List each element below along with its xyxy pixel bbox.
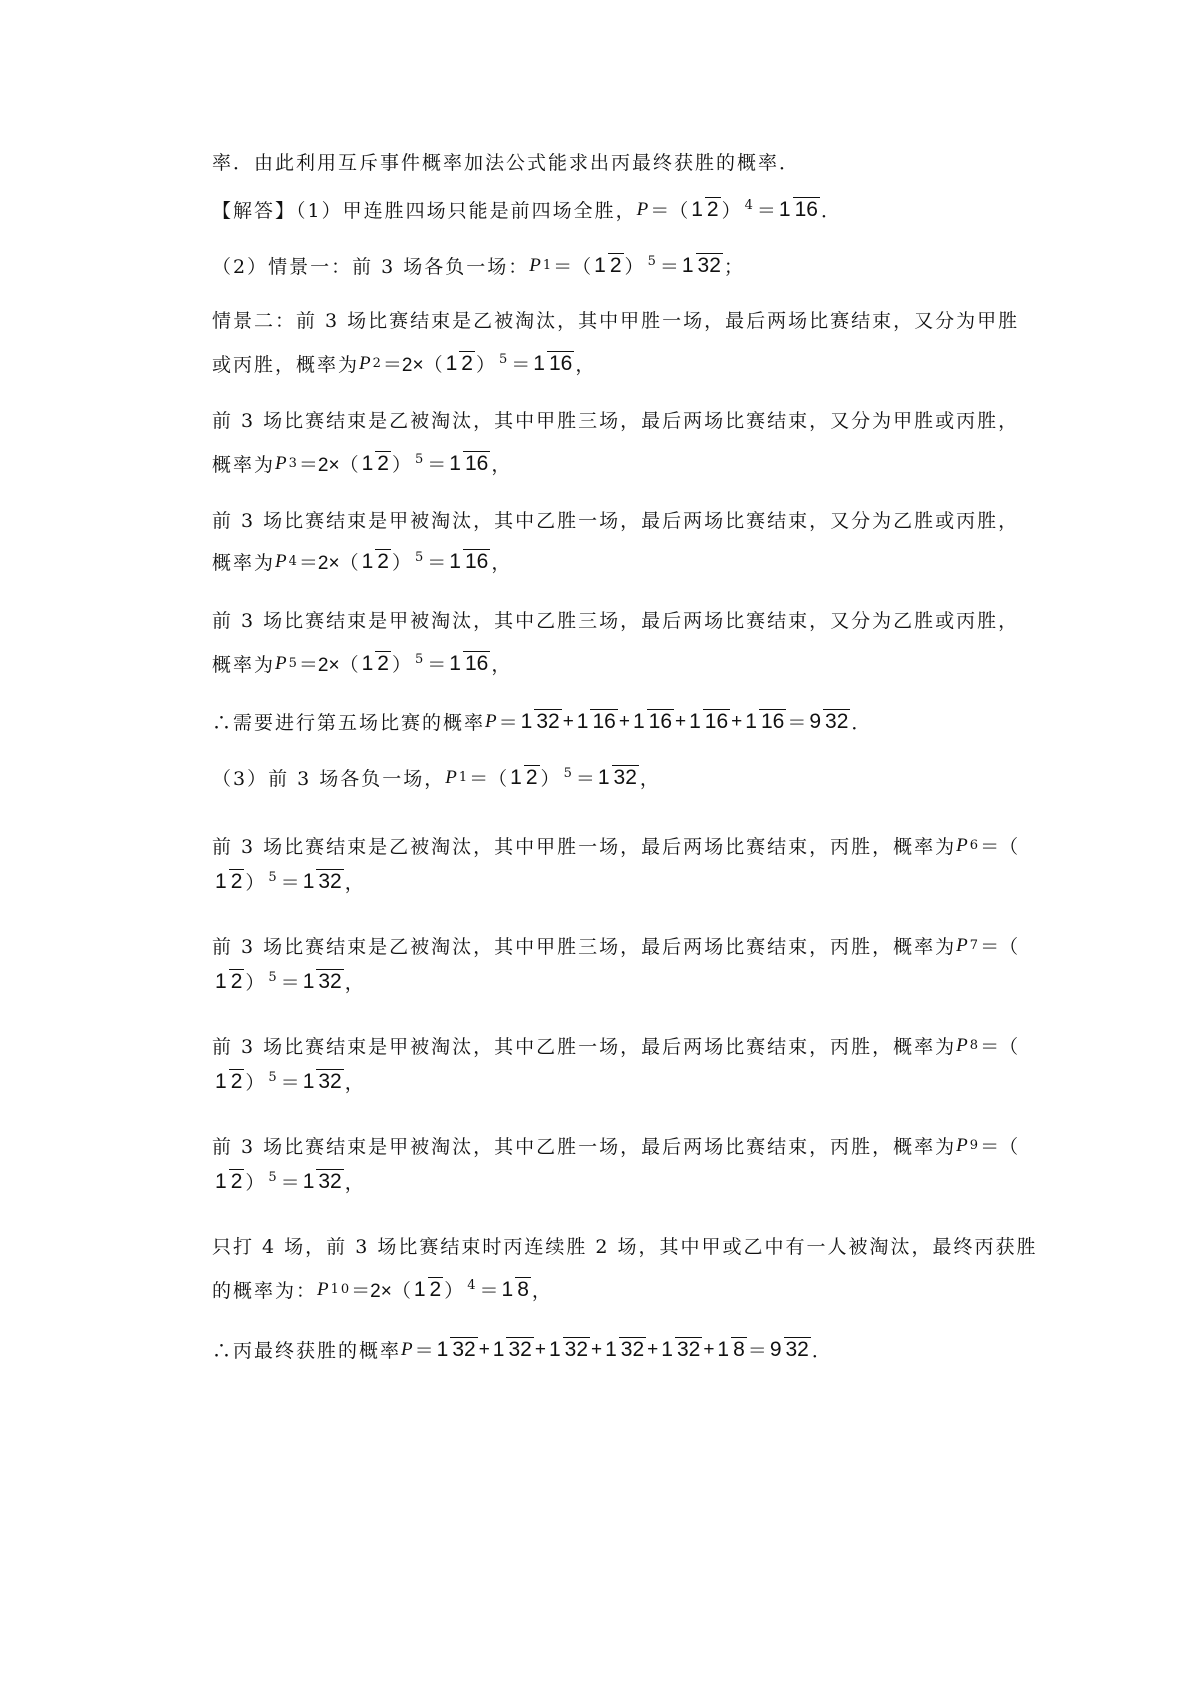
fraction: 1 32 [436, 1337, 476, 1361]
fraction: 1 32 [492, 1337, 532, 1361]
text-line: 情景二：前 3 场比赛结束是乙被淘汰，其中甲胜一场，最后两场比赛结束，又分为甲胜 [212, 310, 1020, 332]
text-line: 率．由此利用互斥事件概率加法公式能求出丙最终获胜的概率． [212, 152, 801, 174]
fraction: 1 2 [361, 549, 389, 573]
fraction: 1 32 [597, 765, 637, 789]
text-line: 前 3 场比赛结束是乙被淘汰，其中甲胜三场，最后两场比赛结束，又分为甲胜或丙胜， [212, 410, 1020, 432]
fraction: 1 16 [449, 451, 489, 475]
fraction: 1 2 [691, 197, 719, 221]
formula-line: 概率为 P 5 ＝2×（ 1 2 ） 5 ＝ 1 16 ， [212, 651, 513, 676]
text-line: 前 3 场比赛结束是甲被淘汰，其中乙胜一场，最后两场比赛结束，丙胜，概率为 P 8 ＝（ [212, 1034, 1019, 1058]
fraction: 1 2 [215, 1169, 243, 1193]
formula-line: 1 2 ） 5 ＝ 1 32 ， [215, 869, 366, 894]
sum-formula-line: ∴需要进行第五场比赛的概率 P ＝ 1 32 + 1 16 + 1 16 + 1 16 + 1 16 ＝ 9 32 ． [212, 709, 873, 734]
text-line: 前 3 场比赛结束是甲被淘汰，其中乙胜一场，最后两场比赛结束，又分为乙胜或丙胜， [212, 510, 1020, 532]
formula-line: 概率为 P 4 ＝2×（ 1 2 ） 5 ＝ 1 16 ， [212, 549, 513, 574]
fraction: 9 32 [769, 1337, 809, 1361]
fraction: 1 2 [215, 1069, 243, 1093]
fraction: 9 32 [809, 709, 849, 733]
formula-line: 1 2 ） 5 ＝ 1 32 ， [215, 969, 366, 994]
fraction: 1 32 [302, 1169, 342, 1193]
fraction: 1 2 [215, 969, 243, 993]
text-line: 前 3 场比赛结束是甲被淘汰，其中乙胜三场，最后两场比赛结束，又分为乙胜或丙胜， [212, 610, 1020, 632]
solution-part2-line: （2）情景一：前 3 场各负一场： P 1 ＝（ 1 2 ） 5 ＝ 1 32 ； [212, 253, 745, 278]
fraction: 1 16 [778, 197, 818, 221]
fraction: 1 16 [745, 709, 785, 733]
text-line: 前 3 场比赛结束是乙被淘汰，其中甲胜一场，最后两场比赛结束，丙胜，概率为 P 6 ＝（ [212, 834, 1019, 858]
fraction: 1 16 [449, 549, 489, 573]
fraction: 1 32 [661, 1337, 701, 1361]
fraction: 1 2 [445, 351, 473, 375]
fraction: 1 16 [689, 709, 729, 733]
fraction: 1 32 [302, 969, 342, 993]
formula-line: 1 2 ） 5 ＝ 1 32 ， [215, 1069, 366, 1094]
fraction: 1 16 [576, 709, 616, 733]
formula-line: 的概率为： P 10 ＝2×（ 1 2 ） 4 ＝ 1 8 ， [212, 1277, 553, 1302]
text-line: 前 3 场比赛结束是乙被淘汰，其中甲胜三场，最后两场比赛结束，丙胜，概率为 P 7 ＝（ [212, 934, 1019, 958]
fraction: 1 32 [605, 1337, 645, 1361]
fraction: 1 32 [302, 869, 342, 893]
fraction: 1 2 [594, 253, 622, 277]
text-line: 只打 4 场，前 3 场比赛结束时丙连续胜 2 场，其中甲或乙中有一人被淘汰，最终丙获胜 [212, 1236, 1038, 1258]
fraction: 1 32 [548, 1337, 588, 1361]
fraction: 1 16 [632, 709, 672, 733]
fraction: 1 2 [361, 451, 389, 475]
variable-p: P [636, 198, 651, 220]
fraction: 1 2 [413, 1277, 442, 1301]
fraction: 1 2 [215, 869, 243, 893]
solution-part1-line: 【解答】（1）甲连胜四场只能是前四场全胜， P ＝（ 1 2 ） 4 ＝ 1 16 ． [212, 197, 842, 222]
formula-line: 概率为 P 3 ＝2×（ 1 2 ） 5 ＝ 1 16 ， [212, 451, 513, 476]
fraction: 1 16 [449, 651, 489, 675]
solution-part3-line: （3）前 3 场各负一场， P 1 ＝（ 1 2 ） 5 ＝ 1 32 ， [212, 765, 661, 790]
fraction: 1 8 [717, 1337, 745, 1361]
fraction: 1 2 [361, 651, 389, 675]
formula-line: 或丙胜，概率为 P 2 ＝2×（ 1 2 ） 5 ＝ 1 16 ， [212, 351, 597, 376]
fraction: 1 16 [533, 351, 573, 375]
fraction: 1 2 [510, 765, 538, 789]
final-sum-formula-line: ∴丙最终获胜的概率 P ＝ 1 32 + 1 32 + 1 32 + 1 32 + 1 32 + 1 8 ＝ 9 32 ． [212, 1337, 833, 1362]
fraction: 1 32 [681, 253, 721, 277]
fraction: 1 32 [302, 1069, 342, 1093]
text-line: 前 3 场比赛结束是甲被淘汰，其中乙胜一场，最后两场比赛结束，丙胜，概率为 P 9 ＝（ [212, 1134, 1019, 1158]
fraction: 1 8 [501, 1277, 529, 1301]
formula-line: 1 2 ） 5 ＝ 1 32 ， [215, 1169, 366, 1194]
fraction: 1 32 [520, 709, 560, 733]
